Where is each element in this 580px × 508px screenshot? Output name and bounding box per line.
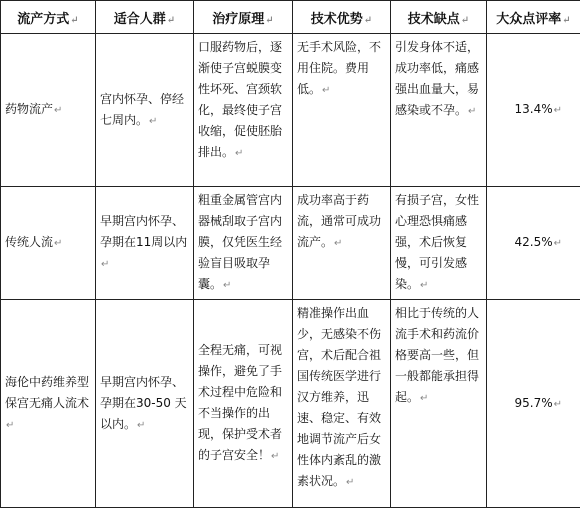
cell-disadvantage: 有损子宫，女性心理恐惧痛感强，术后恢复慢，可引发感染。↵	[391, 187, 487, 300]
header-advantage: 技术优势↵	[293, 1, 391, 34]
cell-population: 早期宫内怀孕、孕期在30-50 天以内。↵	[96, 300, 194, 508]
table-row	[1, 34, 580, 187]
cell-population: 早期宫内怀孕、孕期在11周以内↵	[96, 187, 194, 300]
cell-rating: 13.4%↵	[487, 34, 580, 187]
header-method: 流产方式↵	[1, 1, 96, 34]
cell-principle: 全程无痛，可视操作，避免了手术过程中危险和不当操作的出现，保护受术者的子宫安全！↵	[194, 300, 293, 508]
header-rating: 大众点评率↵	[487, 1, 580, 34]
header-principle: 治疗原理↵	[194, 1, 293, 34]
cell-principle: 口服药物后，逐渐使子宫蜕膜变性坏死、宫颈软化，最终使子宫收缩，促使胚胎排出。↵	[194, 34, 293, 187]
header-population: 适合人群↵	[96, 1, 194, 34]
cell-rating: 42.5%↵	[487, 187, 580, 300]
cell-disadvantage: 引发身体不适，成功率低，痛感强出血量大，易感染或不孕。↵	[391, 34, 487, 187]
cell-method: 药物流产↵	[1, 34, 96, 187]
cell-advantage: 精准操作出血少，无感染不伤宫，术后配合祖国传统医学进行汉方维养，迅速、稳定、有效地调节流产后女性体内紊乱的激素状况。↵	[293, 300, 391, 508]
cell-advantage: 成功率高于药流，通常可成功流产。↵	[293, 187, 391, 300]
header-disadvantage: 技术缺点↵	[391, 1, 487, 34]
cell-population: 宫内怀孕、停经七周内。↵	[96, 34, 194, 187]
cell-method: 传统人流↵	[1, 187, 96, 300]
table-row	[1, 300, 580, 508]
cell-rating: 95.7%↵	[487, 300, 580, 508]
cell-method: 海伦中药维养型保宫无痛人流术↵	[1, 300, 96, 508]
cell-advantage: 无手术风险，不用住院。费用低。↵	[293, 34, 391, 187]
header-row	[1, 1, 580, 34]
cell-principle: 粗重金属管宫内器械刮取子宫内膜，仅凭医生经验盲目吸取孕囊。↵	[194, 187, 293, 300]
table-row	[1, 187, 580, 300]
cell-disadvantage: 相比于传统的人流手术和药流价格要高一些，但一般都能承担得起。↵	[391, 300, 487, 508]
